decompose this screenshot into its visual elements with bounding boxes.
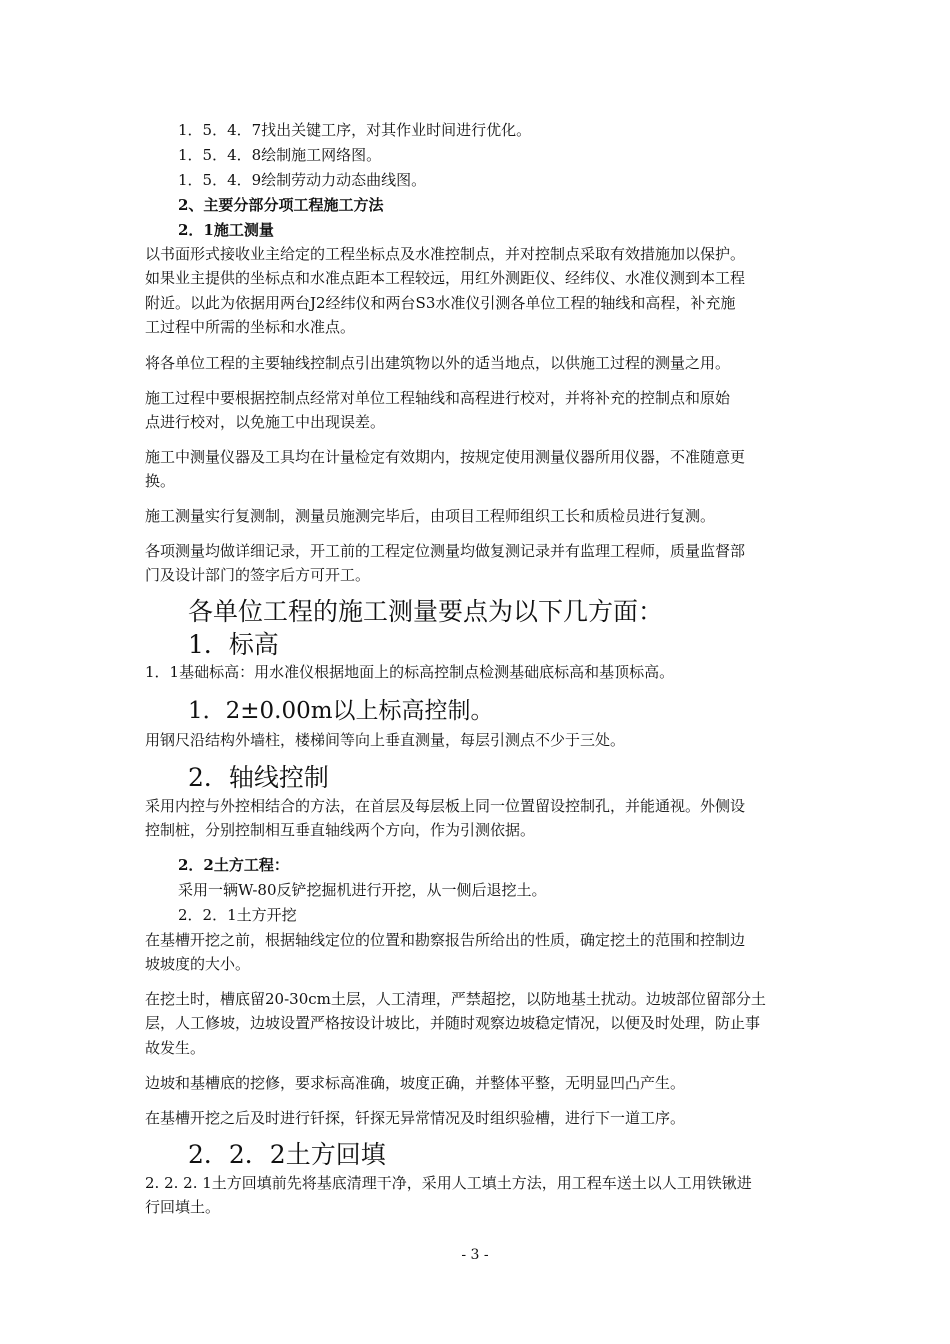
para1-line1: 以书面形式接收业主给定的工程坐标点及水准控制点，并对控制点采取有效措施加以保护。 (145, 245, 746, 263)
backfill-text-line2: 行回填土。 (145, 1198, 221, 1216)
para2: 将各单位工程的主要轴线控制点引出建筑物以外的适当地点，以供施工过程的测量之用。 (145, 354, 731, 372)
excavation-p2-line1: 在挖土时，槽底留20-30cm土层，人工清理，严禁超挖，以防地基土扰动。边坡部位留部分土 (145, 990, 766, 1008)
heading-elevation: 1．标高 (188, 630, 279, 659)
para1-line3: 附近。以此为依据用两台J2经纬仪和两台S3水准仪引测各单位工程的轴线和高程，补充施 (145, 294, 736, 312)
para1-line2: 如果业主提供的坐标点和水准点距本工程较远，用红外测距仪、经纬仪、水准仪测到本工程 (145, 269, 746, 287)
elevation-1-2-text: 用钢尺沿结构外墙柱，楼梯间等向上垂直测量，每层引测点不少于三处。 (145, 731, 626, 749)
para4-line1: 施工中测量仪器及工具均在计量检定有效期内，按规定使用测量仪器所用仪器，不准随意更 (145, 448, 746, 466)
item-1-5-4-8: 1．5．4．8绘制施工网络图。 (178, 146, 382, 164)
para6-line2: 门及设计部门的签字后方可开工。 (145, 566, 371, 584)
section-2-title: 2、主要分部分项工程施工方法 (178, 196, 384, 214)
para3-line1: 施工过程中要根据控制点经常对单位工程轴线和高程进行校对，并将补充的控制点和原始 (145, 389, 731, 407)
excavation-p2-line3: 故发生。 (145, 1039, 206, 1057)
section-2-2-title: 2．2土方工程： (178, 856, 289, 874)
excavation-p1-line2: 坡坡度的大小。 (145, 955, 251, 973)
para1-line4: 工过程中所需的坐标和水准点。 (145, 318, 356, 336)
heading-measurement-points: 各单位工程的施工测量要点为以下几方面： (188, 597, 664, 626)
excavation-p1-line1: 在基槽开挖之前，根据轴线定位的位置和勘察报告所给出的性质，确定挖土的范围和控制边 (145, 931, 746, 949)
page-number: - 3 - (461, 1247, 489, 1263)
item-1-5-4-9: 1．5．4．9绘制劳动力动态曲线图。 (178, 171, 427, 189)
elevation-1-1-text: 1．1基础标高：用水准仪根据地面上的标高控制点检测基础底标高和基顶标高。 (145, 663, 675, 681)
para3-line2: 点进行校对，以免施工中出现误差。 (145, 413, 386, 431)
excavation-p3: 边坡和基槽底的挖修，要求标高准确，坡度正确，并整体平整，无明显凹凸产生。 (145, 1074, 686, 1092)
axis-text-line2: 控制桩，分别控制相互垂直轴线两个方向，作为引测依据。 (145, 821, 536, 839)
item-1-5-4-7: 1．5．4．7找出关键工序，对其作业时间进行优化。 (178, 121, 532, 139)
heading-axis-control: 2．轴线控制 (188, 763, 329, 792)
excavation-p4: 在基槽开挖之后及时进行钎探，钎探无异常情况及时组织验槽，进行下一道工序。 (145, 1109, 686, 1127)
section-2-1-title: 2．1施工测量 (178, 221, 274, 239)
excavation-p2-line2: 层，人工修坡，边坡设置严格按设计坡比，并随时观察边坡稳定情况，以便及时处理，防止事 (145, 1014, 761, 1032)
heading-backfill: 2．2．2土方回填 (188, 1140, 386, 1169)
section-2-2-text: 采用一辆W-80反铲挖掘机进行开挖，从一侧后退挖土。 (178, 881, 547, 899)
para6-line1: 各项测量均做详细记录，开工前的工程定位测量均做复测记录并有监理工程师，质量监督部 (145, 542, 746, 560)
para4-line2: 换。 (145, 472, 176, 490)
para5: 施工测量实行复测制，测量员施测完毕后，由项目工程师组织工长和质检员进行复测。 (145, 507, 716, 525)
section-2-2-1-title: 2．2．1土方开挖 (178, 906, 297, 924)
heading-elevation-1-2: 1．2±0.00m以上标高控制。 (188, 698, 494, 724)
backfill-text-line1: 2. 2. 2. 1土方回填前先将基底清理干净，采用人工填土方法，用工程车送土以人工用铁锹进 (145, 1174, 752, 1192)
axis-text-line1: 采用内控与外控相结合的方法，在首层及每层板上同一位置留设控制孔，并能通视。外侧设 (145, 797, 746, 815)
